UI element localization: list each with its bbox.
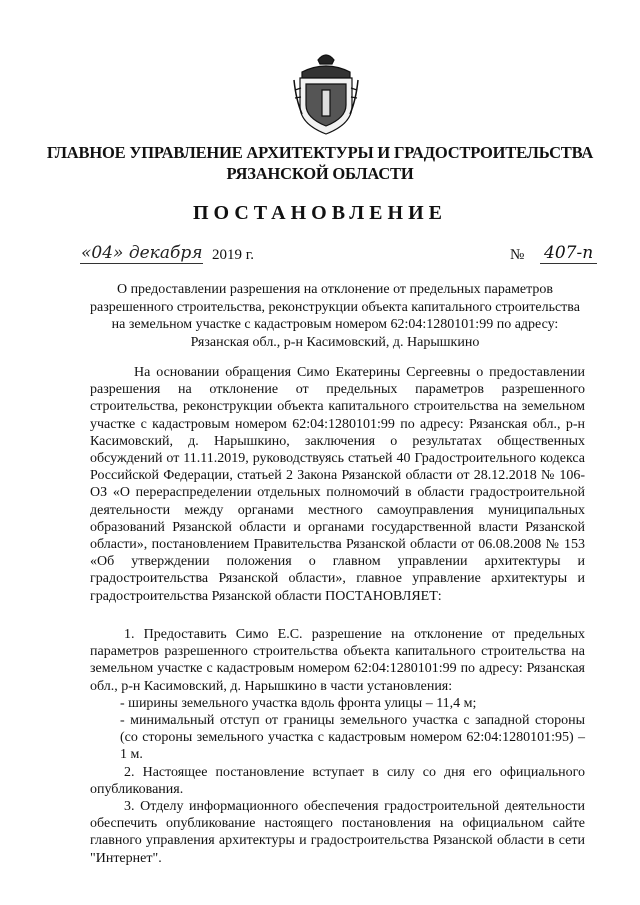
item-2: 2. Настоящее постановление вступает в силу со дня его официального опубликования. [90, 764, 585, 797]
resolution-items [90, 626, 585, 867]
item-3: 3. Отделу информационного обеспечения градостроительной деятельности обеспечить опубликование настоящего постановления на официальном сайте главного управления архитектуры и градостроительства Рязанской области в сети "Интернет". [90, 799, 585, 866]
organization-name-line1: ГЛАВНОЕ УПРАВЛЕНИЕ АРХИТЕКТУРЫ И ГРАДОСТРОИТЕЛЬСТВА [46, 143, 594, 162]
item-1: 1. Предоставить Симо Е.С. разрешение на отклонение от предельных параметров разрешенного строительства объекта капитального строительства на земельном участке с кадастровым номером 62:04:1280101:99 по адресу: Рязанская обл., р-н Касимовский, д. Нарышкино в части установления: [90, 627, 585, 694]
document-type-title: ПОСТАНОВЛЕНИЕ [193, 202, 447, 224]
handwritten-number: 407-п [540, 243, 597, 264]
handwritten-date: «04» декабря [81, 243, 203, 263]
date-number-row [80, 243, 600, 271]
organization-name-line2: РЯЗАНСКОЙ ОБЛАСТИ [226, 164, 414, 183]
document-subject: О предоставлении разрешения на отклонение от предельных параметров разрешенного строительства, реконструкции объекта капитального строительства на земельном участке с кадастровым номером 62:04:1280101:99 по адресу: Рязанская обл., р-н Касимовский, д. Нарышкино [90, 282, 580, 350]
preamble-paragraph: На основании обращения Симо Екатерины Сергеевны о предоставлении разрешения на отклонение от предельных параметров разрешенного строительства, реконструкции объекта капитального строительства на земельном участке с кадастровым номером 62:04:1280101:99 по адресу: Рязанская обл., р-н Касимовский, д. Нарышкино, заключения о результатах общественных обсуждений от 11.11.2019, руководствуясь статьей 40 Градостроительного кодекса Российской Федерации, статьей 2 Закона Рязанской области от 28.12.2018 № 106-ОЗ «О перераспределении отдельных полномочий в области градостроительной деятельности между органами местного самоуправления муниципальных образований Рязанской области и органами государственной власти Рязанской области», постановлением Правительства Рязанской области от 06.08.2008 № 153 «Об утверждении положения о главном управлении архитектуры и градостроительства Рязанской области», главное управление архитектуры и градостроительства Рязанской области ПОСТАНОВЛЯЕТ: [90, 365, 585, 604]
number-sign: № [510, 247, 525, 263]
item-1-dash-1: - ширины земельного участка вдоль фронта улицы – 11,4 м; [120, 695, 477, 711]
coat-of-arms-icon [292, 50, 360, 136]
item-1-dash-2: - минимальный отступ от границы земельного участка с западной стороны (со стороны земельного участка с кадастровым номером 62:04:1280101:95) – 1 м. [120, 713, 585, 763]
date-year: 2019 г. [212, 247, 254, 263]
preamble [90, 364, 585, 605]
